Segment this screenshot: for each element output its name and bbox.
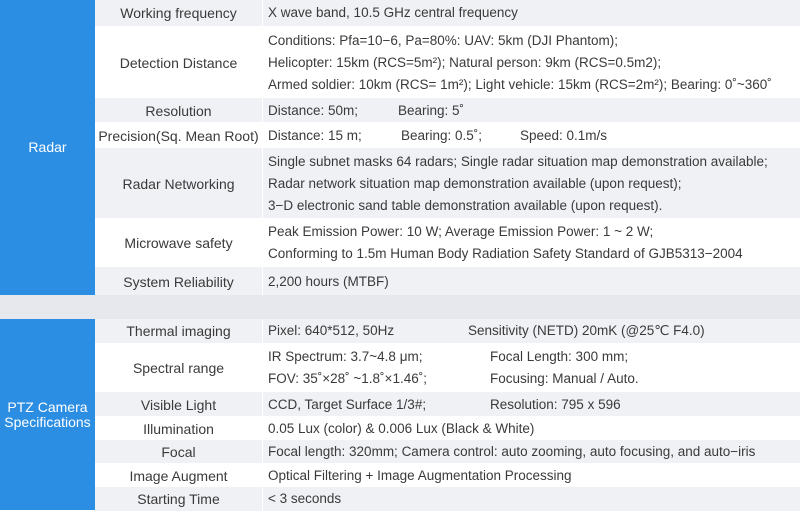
value-segment: Sensitivity (NETD) 20mK (@25℃ F4.0)	[468, 323, 705, 338]
column-divider	[262, 487, 263, 511]
row-value	[268, 392, 798, 417]
value-line: Focal length: 320mm; Camera control: auto zooming, auto focusing, and auto−iris	[268, 444, 756, 459]
radar-category-cell	[0, 0, 95, 295]
row-label: Working frequency	[120, 5, 237, 21]
row-precision	[95, 122, 800, 148]
row-illumination	[95, 416, 800, 440]
value-segment: Resolution: 795 x 596	[490, 396, 621, 412]
row-image-augment	[95, 463, 800, 487]
ptz-category-cell	[0, 319, 95, 510]
row-value	[268, 98, 798, 123]
value-segment: Speed: 0.1m/s	[520, 127, 608, 143]
row-resolution	[95, 97, 800, 123]
value-segment: IR Spectrum: 3.7~4.8 μm;	[268, 349, 423, 364]
column-divider	[262, 440, 263, 464]
value-segment: Bearing: 5˚	[398, 102, 465, 118]
column-divider	[262, 417, 263, 440]
row-value	[268, 0, 798, 26]
column-divider	[262, 267, 263, 296]
row-value	[268, 219, 798, 267]
row-focal	[95, 439, 800, 464]
value-line: Conditions: Pfa=10−6, Pa=80%: UAV: 5km (DJI Phantom);	[268, 32, 619, 48]
value-line: Radar network situation map demonstration available (upon request);	[268, 175, 682, 191]
row-value	[268, 267, 798, 296]
row-label: Spectral range	[132, 360, 225, 376]
value-segment: CCD, Target Surface 1/3#;	[268, 396, 427, 412]
row-microwave-safety	[95, 218, 800, 267]
row-value	[268, 344, 798, 392]
row-label: Starting Time	[137, 491, 220, 507]
row-label: Focal	[161, 444, 196, 460]
value-line: Optical Filtering + Image Augmentation Processing	[268, 467, 572, 483]
column-divider	[262, 319, 263, 343]
column-divider	[262, 123, 263, 148]
radar-category-label: Radar	[28, 139, 67, 155]
row-working-frequency	[95, 0, 800, 26]
row-value	[268, 464, 798, 487]
ptz-category-label-line2: Specifications	[4, 413, 91, 430]
row-value	[268, 319, 798, 343]
value-segment: Distance: 15 m;	[268, 127, 362, 143]
value-segment: Pixel: 640*512, 50Hz	[268, 323, 395, 338]
value-line: X wave band, 10.5 GHz central frequency	[268, 5, 518, 20]
row-label: Precision(Sq. Mean Root)	[98, 127, 259, 144]
value-segment: FOV: 35˚×28˚ ~1.8˚×1.46˚;	[268, 371, 427, 386]
value-line: < 3 seconds	[268, 491, 342, 506]
row-label: Thermal imaging	[126, 323, 231, 339]
value-line: Helicopter: 15km (RCS=5m²); Natural person: 9km (RCS=0.5m2);	[268, 54, 662, 70]
column-divider	[262, 464, 263, 487]
row-label: Resolution	[145, 102, 212, 119]
value-line: 0.05 Lux (color) & 0.006 Lux (Black & White)	[268, 420, 535, 436]
value-line: 2,200 hours (MTBF)	[268, 273, 389, 289]
column-divider	[262, 0, 263, 26]
row-value	[268, 27, 798, 98]
value-line: Armed soldier: 10km (RCS= 1m²); Light vehicle: 15km (RCS=2m²); Bearing: 0˚~360˚	[268, 76, 772, 92]
row-thermal-imaging	[95, 319, 800, 343]
value-line: Conforming to 1.5m Human Body Radiation Safety Standard of GJB5313−2004	[268, 246, 743, 261]
row-value	[268, 123, 798, 148]
column-divider	[262, 27, 263, 98]
value-segment: Focal Length: 300 mm;	[490, 349, 629, 364]
value-line: 3−D electronic sand table demonstration available (upon request).	[268, 197, 663, 213]
row-starting-time	[95, 486, 800, 511]
row-value	[268, 440, 798, 464]
value-segment: Distance: 50m;	[268, 102, 359, 118]
row-value	[268, 417, 798, 440]
row-visible-light	[95, 391, 800, 417]
section-separator	[0, 295, 800, 319]
value-line: Single subnet masks 64 radars; Single radar situation map demonstration available;	[268, 153, 768, 169]
row-label: Radar Networking	[122, 175, 235, 192]
row-label: Illumination	[143, 420, 214, 437]
row-system-reliability	[95, 266, 800, 296]
row-radar-networking	[95, 147, 800, 219]
value-line: Peak Emission Power: 10 W; Average Emission Power: 1 ~ 2 W;	[268, 224, 654, 239]
row-value	[268, 487, 798, 511]
column-divider	[262, 344, 263, 392]
row-label: Microwave safety	[124, 235, 233, 251]
ptz-category-label-line1: PTZ Camera	[7, 398, 88, 415]
row-detection-distance	[95, 26, 800, 98]
row-label: System Reliability	[123, 273, 234, 290]
row-label: Visible Light	[140, 396, 217, 413]
row-label: Image Augment	[129, 467, 228, 484]
value-segment: Focusing: Manual / Auto.	[490, 371, 639, 386]
value-segment: Bearing: 0.5˚;	[401, 127, 483, 143]
row-label: Detection Distance	[119, 54, 238, 71]
column-divider	[262, 148, 263, 219]
row-value	[268, 148, 798, 219]
column-divider	[262, 98, 263, 123]
column-divider	[262, 392, 263, 417]
column-divider	[262, 219, 263, 267]
row-spectral-range	[95, 343, 800, 392]
